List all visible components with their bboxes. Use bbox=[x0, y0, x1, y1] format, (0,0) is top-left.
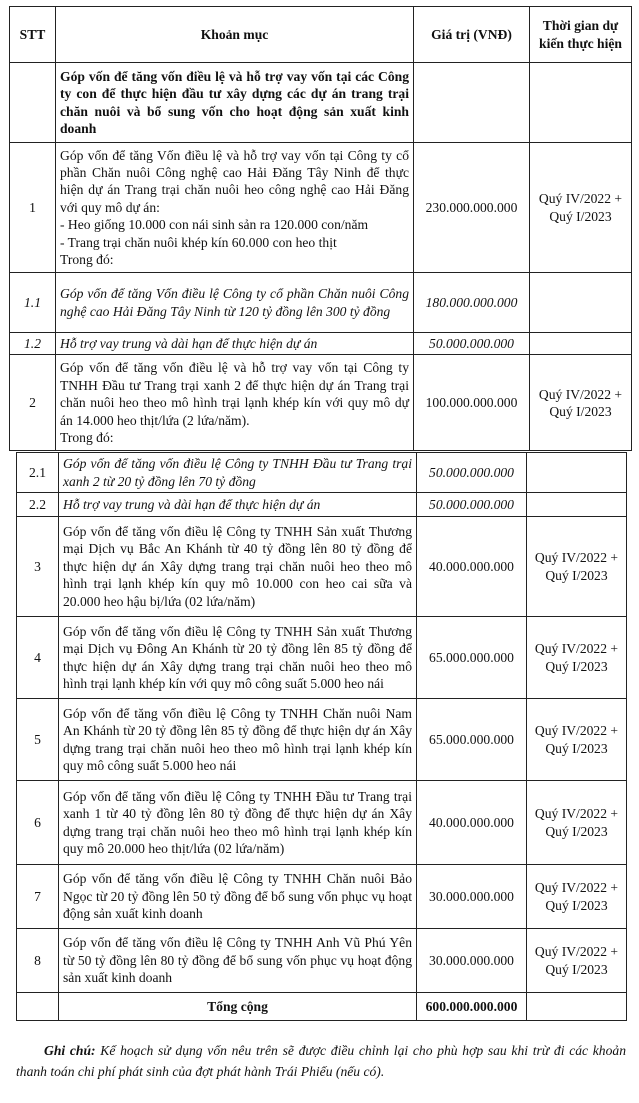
table-row bbox=[17, 699, 627, 781]
row-value: 65.000.000.000 bbox=[417, 617, 527, 699]
table-row bbox=[17, 493, 627, 517]
table-row bbox=[17, 517, 627, 617]
table-row bbox=[10, 333, 632, 355]
row-stt: 2.1 bbox=[17, 453, 59, 493]
row-stt: 1 bbox=[10, 143, 56, 273]
row-description: Góp vốn để tăng Vốn điều lệ Công ty cổ phần Chăn nuôi Công nghệ cao Hải Đăng Tây Ninh từ 120 tỷ đồng lên 300 tỷ đồng bbox=[56, 273, 414, 333]
row-value: 50.000.000.000 bbox=[417, 493, 527, 517]
row-stt: 1.1 bbox=[10, 273, 56, 333]
row-value: 40.000.000.000 bbox=[417, 781, 527, 865]
table-header-row bbox=[10, 7, 632, 63]
total-row bbox=[17, 993, 627, 1021]
row-description: Góp vốn để tăng vốn điều lệ Công ty TNHH Đầu tư Trang trại xanh 2 từ 20 tỷ đồng lên 70 tỷ đồng bbox=[59, 453, 417, 493]
row-stt: 2 bbox=[10, 355, 56, 451]
row-stt: 4 bbox=[17, 617, 59, 699]
row-stt: 5 bbox=[17, 699, 59, 781]
table-row bbox=[17, 929, 627, 993]
total-value: 600.000.000.000 bbox=[417, 993, 527, 1021]
row-time: Quý IV/2022 + Quý I/2023 bbox=[527, 865, 627, 929]
row-description-line: Trong đó: bbox=[60, 429, 114, 445]
footnote bbox=[16, 1040, 626, 1082]
row-description: Góp vốn để tăng vốn điều lệ Công ty TNHH Sản xuất Thương mại Dịch vụ Đông An Khánh từ 20 tỷ đồng lên 85 tỷ đồng để thực hiện dự án Xây dựng trang trại chăn nuôi heo theo mô hình trại lạnh khép kín với quy mô công suất 5.000 heo nái bbox=[59, 617, 417, 699]
section-title-row bbox=[10, 63, 632, 143]
row-description-line: - Trang trại chăn nuôi khép kín 60.000 con heo thịt bbox=[60, 234, 337, 250]
section-value bbox=[414, 63, 530, 143]
table-row bbox=[17, 781, 627, 865]
row-description: Góp vốn để tăng vốn điều lệ Công ty TNHH Chăn nuôi Nam An Khánh từ 20 tỷ đồng lên 85 tỷ đồng để thực hiện dự án Xây dựng trang trại chăn nuôi heo theo mô hình trại lạnh khép kín quy mô công suất 5.000 heo nái bbox=[59, 699, 417, 781]
footnote-text: Kế hoạch sử dụng vốn nêu trên sẽ được điều chỉnh lại cho phù hợp sau khi trừ đi các khoản thanh toán chi phí phát sinh của đợt phát hành Trái Phiếu (nếu có). bbox=[16, 1043, 626, 1080]
row-description-line: Góp vốn để tăng Vốn điều lệ và hỗ trợ vay vốn tại Công ty cổ phần Chăn nuôi Công nghệ cao Hải Đăng Tây Ninh để thực hiện dự án Trang trại chăn nuôi heo công nghệ cao Hải Đăng với quy mô dự án: bbox=[60, 147, 409, 215]
row-stt: 6 bbox=[17, 781, 59, 865]
row-time: Quý IV/2022 + Quý I/2023 bbox=[530, 355, 632, 451]
row-value: 230.000.000.000 bbox=[414, 143, 530, 273]
row-time: Quý IV/2022 + Quý I/2023 bbox=[527, 517, 627, 617]
row-value: 30.000.000.000 bbox=[417, 929, 527, 993]
row-time bbox=[530, 333, 632, 355]
row-description-line: Trong đó: bbox=[60, 251, 114, 267]
row-description: Hỗ trợ vay trung và dài hạn để thực hiện dự án bbox=[56, 333, 414, 355]
row-description: Góp vốn để tăng vốn điều lệ Công ty TNHH Sản xuất Thương mại Dịch vụ Bắc An Khánh từ 40 tỷ đồng lên 80 tỷ đồng để thực hiện dự án Xây dựng trang trại chăn nuôi heo theo mô hình trại lạnh khép kín quy mô 10.000 con heo cai sữa và 20.000 heo hậu bị/lứa (02 lứa/năm) bbox=[59, 517, 417, 617]
row-value: 180.000.000.000 bbox=[414, 273, 530, 333]
row-description: Hỗ trợ vay trung và dài hạn để thực hiện dự án bbox=[59, 493, 417, 517]
row-value: 50.000.000.000 bbox=[414, 333, 530, 355]
total-label: Tổng cộng bbox=[59, 993, 417, 1021]
table-row bbox=[10, 143, 632, 273]
section-stt bbox=[10, 63, 56, 143]
header-item: Khoản mục bbox=[56, 7, 414, 63]
row-stt: 3 bbox=[17, 517, 59, 617]
table-row bbox=[10, 273, 632, 333]
row-stt: 8 bbox=[17, 929, 59, 993]
row-value: 100.000.000.000 bbox=[414, 355, 530, 451]
section-time bbox=[530, 63, 632, 143]
row-time bbox=[527, 493, 627, 517]
row-time: Quý IV/2022 + Quý I/2023 bbox=[530, 143, 632, 273]
row-value: 65.000.000.000 bbox=[417, 699, 527, 781]
row-description bbox=[56, 355, 414, 451]
row-time: Quý IV/2022 + Quý I/2023 bbox=[527, 617, 627, 699]
footnote-label: Ghi chú: bbox=[44, 1043, 96, 1058]
row-time: Quý IV/2022 + Quý I/2023 bbox=[527, 699, 627, 781]
header-value: Giá trị (VNĐ) bbox=[414, 7, 530, 63]
row-description-line: Góp vốn để tăng vốn điều lệ và hỗ trợ vay vốn tại Công ty TNHH Đầu tư Trang trại xanh 2 để thực hiện dự án Trang trại chăn nuôi heo theo mô hình trại lạnh khép kín với quy mô dự án 14.000 heo thịt/lứa (2 lứa/năm). bbox=[60, 360, 409, 428]
row-stt: 2.2 bbox=[17, 493, 59, 517]
row-time bbox=[530, 273, 632, 333]
row-value: 50.000.000.000 bbox=[417, 453, 527, 493]
row-description: Góp vốn để tăng vốn điều lệ Công ty TNHH Chăn nuôi Bảo Ngọc từ 20 tỷ đồng lên 50 tỷ đồng để bổ sung vốn phục vụ hoạt động sản xuất kinh doanh bbox=[59, 865, 417, 929]
table-row bbox=[10, 355, 632, 451]
row-stt: 1.2 bbox=[10, 333, 56, 355]
total-time bbox=[527, 993, 627, 1021]
row-description: Góp vốn để tăng vốn điều lệ Công ty TNHH Anh Vũ Phú Yên từ 50 tỷ đồng lên 80 tỷ đồng để bổ sung vốn phục vụ hoạt động sản xuất kinh doanh bbox=[59, 929, 417, 993]
section-title: Góp vốn để tăng vốn điều lệ và hỗ trợ vay vốn tại các Công ty con để thực hiện đầu tư xây dựng các dự án trang trại chăn nuôi và bổ sung vốn cho hoạt động sản xuất kinh doanh bbox=[56, 63, 414, 143]
total-stt bbox=[17, 993, 59, 1021]
row-value: 30.000.000.000 bbox=[417, 865, 527, 929]
capital-use-table-bottom bbox=[16, 452, 627, 1021]
row-description-line: - Heo giống 10.000 con nái sinh sản ra 120.000 con/năm bbox=[60, 217, 369, 233]
row-time bbox=[527, 453, 627, 493]
row-value: 40.000.000.000 bbox=[417, 517, 527, 617]
row-stt: 7 bbox=[17, 865, 59, 929]
table-row bbox=[17, 617, 627, 699]
row-description bbox=[56, 143, 414, 273]
row-time: Quý IV/2022 + Quý I/2023 bbox=[527, 929, 627, 993]
header-time: Thời gian dự kiến thực hiện bbox=[530, 7, 632, 63]
row-description: Góp vốn để tăng vốn điều lệ Công ty TNHH Đầu tư Trang trại xanh 1 từ 40 tỷ đồng lên 80 tỷ đồng để thực hiện dự án Xây dựng trang trại chăn nuôi heo theo mô hình trại lạnh khép kín quy mô 20.000 heo thịt/lứa (02 lứa/năm) bbox=[59, 781, 417, 865]
capital-use-table-top bbox=[9, 6, 632, 451]
table-row bbox=[17, 865, 627, 929]
row-time: Quý IV/2022 + Quý I/2023 bbox=[527, 781, 627, 865]
table-row bbox=[17, 453, 627, 493]
header-stt: STT bbox=[10, 7, 56, 63]
